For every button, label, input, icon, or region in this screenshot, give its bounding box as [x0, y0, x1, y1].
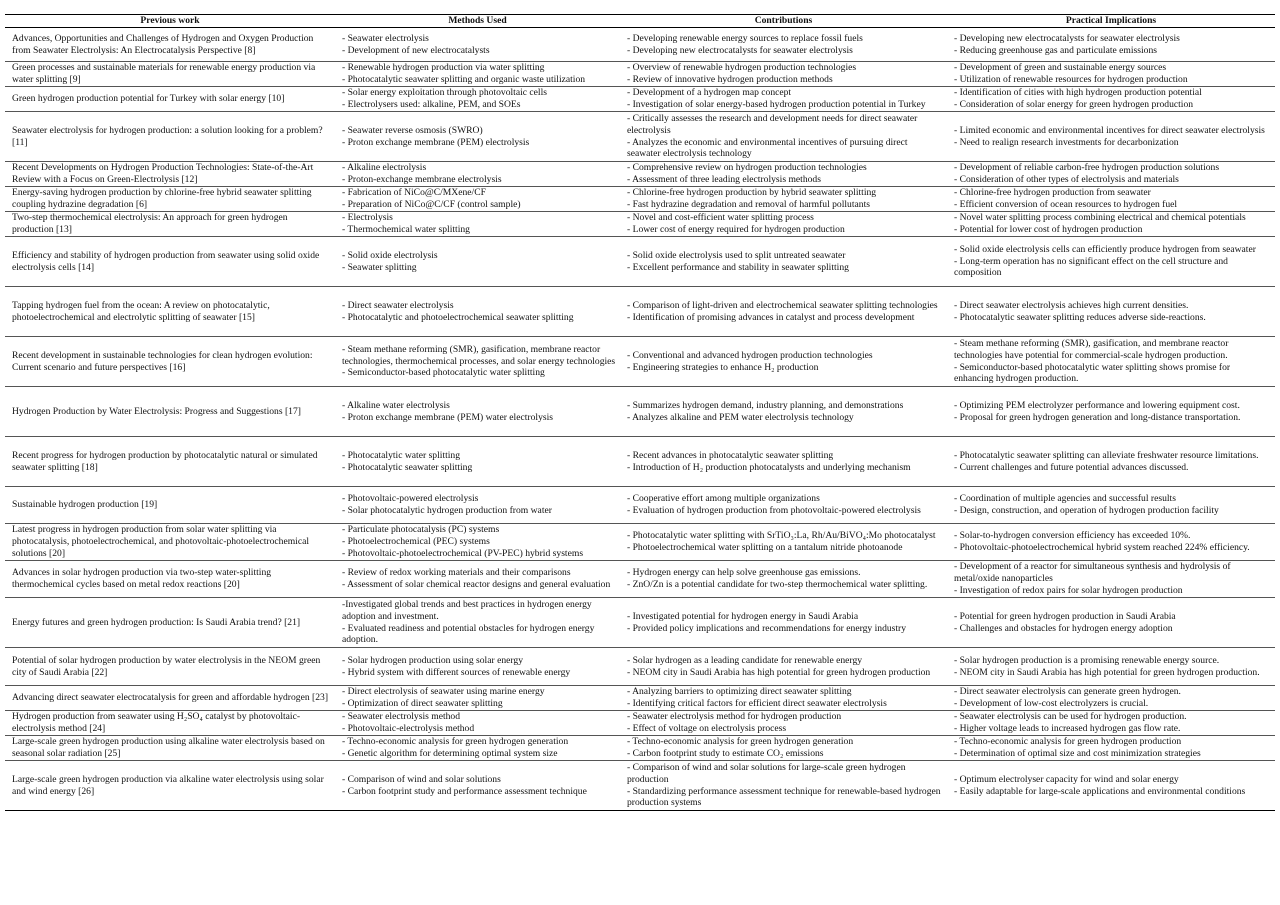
previous-work-cell: Green processes and sustainable materials for renewable energy production via water splitting [9] — [5, 62, 335, 87]
contribution-line: - Analyzes the economic and environmental incentives of pursuing direct seawater electrolysis technology — [627, 136, 908, 160]
contribution-line: - Investigation of solar energy-based hydrogen production potential in Turkey — [627, 99, 926, 110]
contributions-cell — [620, 62, 947, 87]
contribution-line: - Lower cost of energy required for hydrogen production — [627, 224, 845, 235]
contributions-cell — [620, 112, 947, 162]
implications-cell — [947, 387, 1275, 437]
methods-cell — [335, 561, 620, 598]
contribution-line: - Comparison of wind and solar solutions for large-scale green hydrogen production — [627, 761, 906, 785]
table-row — [5, 162, 1275, 187]
methods-cell — [335, 686, 620, 711]
contribution-line: - NEOM city in Saudi Arabia has high potential for green hydrogen production — [627, 666, 931, 678]
method-line: - Assessment of solar chemical reactor designs and general evaluation — [342, 579, 611, 590]
contribution-line: - Fast hydrazine degradation and removal of harmful pollutants — [627, 199, 870, 210]
methods-cell — [335, 212, 620, 237]
table-row — [5, 187, 1275, 212]
method-line: - Alkaline electrolysis — [342, 162, 427, 174]
header-previous-work: Previous work — [5, 15, 335, 28]
contributions-cell — [620, 686, 947, 711]
implications-cell — [947, 212, 1275, 237]
contribution-line: - Solar hydrogen as a leading candidate for renewable energy — [627, 654, 863, 666]
implication-line: - Potential for green hydrogen production in Saudi Arabia — [954, 610, 1176, 622]
methods-cell — [335, 62, 620, 87]
implications-cell — [947, 761, 1275, 811]
method-line: -Investigated global trends and best practices in hydrogen energy adoption and investment. — [342, 598, 592, 622]
contributions-cell — [620, 524, 947, 561]
methods-cell — [335, 487, 620, 524]
implications-cell — [947, 598, 1275, 648]
contribution-line: - Recent advances in photocatalytic seawater splitting — [627, 449, 834, 461]
implication-line: - Design, construction, and operation of hydrogen production facility — [954, 505, 1219, 516]
previous-work-cell: Seawater electrolysis for hydrogen production: a solution looking for a problem? [11] — [5, 112, 335, 162]
header-practical-implications: Practical Implications — [947, 15, 1275, 28]
table-row — [5, 711, 1275, 736]
table-row — [5, 487, 1275, 524]
contribution-line: - Provided policy implications and recommendations for energy industry — [627, 622, 907, 634]
methods-cell — [335, 237, 620, 287]
contribution-line: - Effect of voltage on electrolysis process — [627, 723, 787, 734]
methods-cell — [335, 337, 620, 387]
method-line: - Development of new electrocatalysts — [342, 44, 490, 56]
method-line: - Solar energy exploitation through photovoltaic cells — [342, 87, 547, 99]
contribution-line: - Overview of renewable hydrogen production technologies — [627, 62, 857, 74]
method-line: - Solar hydrogen production using solar energy — [342, 654, 524, 666]
table-row — [5, 761, 1275, 811]
contribution-line: - ZnO/Zn is a potential candidate for two-step thermochemical water splitting. — [627, 579, 928, 590]
contribution-line: - Novel and cost-efficient water splitting process — [627, 212, 814, 224]
previous-work-cell: Large-scale green hydrogen production via alkaline water electrolysis using solar and wind energy [26] — [12, 773, 324, 797]
methods-cell — [335, 387, 620, 437]
implication-line: - Development of a reactor for simultaneous synthesis and hydrolysis of metal/oxide nanoparticles — [954, 561, 1231, 584]
contribution-line: - Introduction of H₂ production photocatalysts and underlying mechanism — [627, 461, 911, 473]
method-line: - Solar photocatalytic hydrogen production from water — [342, 505, 552, 516]
implications-cell — [947, 736, 1275, 761]
contributions-cell — [620, 487, 947, 524]
previous-work-cell: Hydrogen production from seawater using H₂SO₄ catalyst by photovoltaic-electrolysis method [24] — [5, 711, 335, 736]
implication-line: - Coordination of multiple agencies and successful results — [954, 493, 1176, 505]
contribution-line: - Development of a hydrogen map concept — [627, 87, 792, 99]
table-row — [5, 337, 1275, 387]
methods-cell — [335, 598, 620, 648]
header-methods-used: Methods Used — [335, 15, 620, 28]
implications-cell — [947, 561, 1275, 598]
implications-cell — [947, 686, 1275, 711]
contribution-line: - Identifying critical factors for efficient direct seawater electrolysis — [627, 698, 887, 709]
contribution-line: - Conventional and advanced hydrogen production technologies — [627, 349, 873, 361]
previous-work-cell: Recent Developments on Hydrogen Production Technologies: State-of-the-Art Review with a Focus on Green-Electrolysis [12] — [5, 162, 335, 187]
implication-line: - Identification of cities with high hydrogen production potential — [954, 87, 1202, 99]
method-line: - Carbon footprint study and performance assessment technique — [342, 785, 587, 797]
method-line: - Photoelectrochemical (PEC) systems — [342, 536, 490, 547]
implication-line: - Development of reliable carbon-free hydrogen production solutions — [954, 162, 1220, 174]
implication-line: - Semiconductor-based photocatalytic water splitting shows promise for enhancing hydrogen production. — [954, 361, 1231, 385]
implication-line: - Consideration of solar energy for green hydrogen production — [954, 99, 1194, 110]
implications-cell — [947, 62, 1275, 87]
previous-work-cell: Efficiency and stability of hydrogen production from seawater using solid oxide electrolysis cells [14] — [5, 237, 335, 287]
implication-line: - Seawater electrolysis can be used for hydrogen production. — [954, 711, 1187, 723]
implication-line: - Photovoltaic-photoelectrochemical hybrid system reached 224% efficiency. — [954, 542, 1250, 553]
method-line: - Direct electrolysis of seawater using marine energy — [342, 686, 545, 698]
table-row — [5, 686, 1275, 711]
contribution-line: - Engineering strategies to enhance H₂ production — [627, 361, 819, 373]
literature-review-table — [5, 14, 1275, 811]
method-line: - Electrolysers used: alkaline, PEM, and SOEs — [342, 99, 521, 110]
implication-line: - Reducing greenhouse gas and particulate emissions — [954, 44, 1158, 56]
contributions-cell — [620, 598, 947, 648]
method-line: - Photocatalytic and photoelectrochemical seawater splitting — [342, 311, 574, 323]
contribution-line: - Critically assesses the research and development needs for direct seawater electrolysis — [627, 112, 918, 136]
previous-work-cell: Sustainable hydrogen production [19] — [5, 487, 335, 524]
method-line: - Seawater splitting — [342, 261, 417, 273]
contributions-cell — [620, 761, 947, 811]
contribution-line: - Review of innovative hydrogen production methods — [627, 74, 833, 85]
contribution-line: - Standardizing performance assessment technique for renewable-based hydrogen production systems — [627, 785, 941, 809]
implications-cell — [947, 524, 1275, 561]
implication-line: - Direct seawater electrolysis achieves high current densities. — [954, 299, 1189, 311]
implication-line: - Photocatalytic seawater splitting can alleviate freshwater resource limitations. — [954, 449, 1259, 461]
implication-line: - Novel water splitting process combining electrical and chemical potentials — [954, 212, 1246, 224]
contributions-cell — [620, 387, 947, 437]
method-line: - Techno-economic analysis for green hydrogen generation — [342, 736, 569, 748]
table-row — [5, 212, 1275, 237]
methods-cell — [335, 437, 620, 487]
contribution-line: - Evaluation of hydrogen production from photovoltaic-powered electrolysis — [627, 505, 921, 516]
method-line: - Evaluated readiness and potential obstacles for hydrogen energy adoption. — [342, 622, 595, 646]
implication-line: - Long-term operation has no significant effect on the cell structure and composition — [954, 255, 1228, 279]
previous-work-cell: Advances in solar hydrogen production via two-step water-splitting thermochemical cycles based on metal redox reactions [20] — [5, 561, 335, 598]
previous-work-cell: Tapping hydrogen fuel from the ocean: A review on photocatalytic, photoelectrochemical and electrolytic splitting of seawater [15] — [5, 287, 335, 337]
table-row — [5, 524, 1275, 561]
method-line: - Particulate photocatalysis (PC) systems — [342, 524, 500, 536]
previous-work-cell: Advances, Opportunities and Challenges of Hydrogen and Oxygen Production from Seawater Electrolysis: An Electrocatalysis Perspective [8] — [5, 28, 335, 62]
implications-cell — [947, 162, 1275, 187]
method-line: - Alkaline water electrolysis — [342, 399, 450, 411]
implication-line: - Steam methane reforming (SMR), gasification, and membrane reactor technologies have potential for commercial-scale hydrogen production. — [954, 337, 1229, 361]
method-line: - Thermochemical water splitting — [342, 224, 470, 235]
method-line: - Review of redox working materials and their comparisons — [342, 567, 571, 579]
implication-line: - Development of low-cost electrolyzers is crucial. — [954, 698, 1149, 709]
contributions-cell — [620, 736, 947, 761]
method-line: - Direct seawater electrolysis — [342, 299, 454, 311]
table-row — [5, 387, 1275, 437]
previous-work-cell: Advancing direct seawater electrocatalysis for green and affordable hydrogen [23] — [5, 686, 335, 711]
contribution-line: - Chlorine-free hydrogen production by hybrid seawater splitting — [627, 187, 877, 199]
contribution-line: - Investigated potential for hydrogen energy in Saudi Arabia — [627, 610, 859, 622]
implication-line: - Proposal for green hydrogen generation and long-distance transportation. — [954, 411, 1241, 423]
methods-cell — [335, 87, 620, 112]
implications-cell — [947, 337, 1275, 387]
implications-cell — [947, 28, 1275, 62]
methods-cell — [335, 711, 620, 736]
method-line: - Photovoltaic-electrolysis method — [342, 723, 475, 734]
methods-cell — [335, 187, 620, 212]
method-line: - Semiconductor-based photocatalytic water splitting — [342, 367, 545, 379]
table-row — [5, 87, 1275, 112]
methods-cell — [335, 761, 620, 811]
previous-work-cell: Green hydrogen production potential for Turkey with solar energy [10] — [5, 87, 335, 112]
contribution-line: - Identification of promising advances in catalyst and process development — [627, 311, 915, 323]
table-row — [5, 287, 1275, 337]
implications-cell — [947, 112, 1275, 162]
table-row — [5, 28, 1275, 62]
implication-line: - Consideration of other types of electrolysis and materials — [954, 174, 1179, 185]
method-line: - Photocatalytic water splitting — [342, 449, 461, 461]
implication-line: - Solar-to-hydrogen conversion efficiency has exceeded 10%. — [954, 530, 1191, 542]
previous-work-cell: Two-step thermochemical electrolysis: An approach for green hydrogen production [13] — [5, 212, 335, 237]
contributions-cell — [620, 162, 947, 187]
implication-line: - Potential for lower cost of hydrogen production — [954, 224, 1143, 235]
table-body — [5, 28, 1275, 811]
contribution-line: - Developing new electrocatalysts for seawater electrolysis — [627, 44, 853, 56]
implications-cell — [947, 711, 1275, 736]
methods-cell — [335, 648, 620, 686]
methods-cell — [335, 287, 620, 337]
table-row — [5, 648, 1275, 686]
table-row — [5, 237, 1275, 287]
contributions-cell — [620, 28, 947, 62]
table-row — [5, 437, 1275, 487]
method-line: - Renewable hydrogen production via water splitting — [342, 62, 545, 74]
contribution-line: - Excellent performance and stability in seawater splitting — [627, 261, 849, 273]
implication-line: - Investigation of redox pairs for solar hydrogen production — [954, 584, 1183, 596]
method-line: - Proton exchange membrane (PEM) water electrolysis — [342, 411, 553, 423]
implication-line: - Solid oxide electrolysis cells can efficiently produce hydrogen from seawater — [954, 243, 1256, 255]
implication-line: - Current challenges and future potential advances discussed. — [954, 461, 1189, 473]
method-line: - Genetic algorithm for determining optimal system size — [342, 748, 558, 759]
method-line: - Photovoltaic-photoelectrochemical (PV-PEC) hybrid systems — [342, 547, 584, 559]
contributions-cell — [620, 187, 947, 212]
contributions-cell — [620, 648, 947, 686]
previous-work-cell: Hydrogen Production by Water Electrolysis: Progress and Suggestions [17] — [5, 387, 335, 437]
method-line: - Photocatalytic seawater splitting — [342, 461, 473, 473]
implication-line: - Photocatalytic seawater splitting reduces adverse side-reactions. — [954, 311, 1206, 323]
method-line: - Seawater electrolysis method — [342, 711, 461, 723]
table-row — [5, 561, 1275, 598]
implication-line: - Development of green and sustainable energy sources — [954, 62, 1167, 74]
previous-work-cell: Energy-saving hydrogen production by chlorine-free hybrid seawater splitting coupling hydrazine degradation [6] — [5, 187, 335, 212]
implication-line: - Chlorine-free hydrogen production from seawater — [954, 187, 1151, 199]
implication-line: - Utilization of renewable resources for hydrogen production — [954, 74, 1188, 85]
method-line: - Seawater reverse osmosis (SWRO) — [342, 124, 483, 136]
implication-line: - Limited economic and environmental incentives for direct seawater electrolysis — [954, 124, 1265, 136]
contribution-line: - Comparison of light-driven and electrochemical seawater splitting technologies — [627, 299, 938, 311]
contributions-cell — [620, 561, 947, 598]
contribution-line: - Photoelectrochemical water splitting on a tantalum nitride photoanode — [627, 542, 903, 553]
contributions-cell — [620, 87, 947, 112]
contribution-line: - Hydrogen energy can help solve greenhouse gas emissions. — [627, 567, 861, 579]
contributions-cell — [620, 711, 947, 736]
method-line: - Preparation of NiCo@C/CF (control sample) — [342, 199, 521, 210]
table-row — [5, 598, 1275, 648]
implication-line: - NEOM city in Saudi Arabia has high potential for green hydrogen production. — [954, 666, 1260, 678]
implications-cell — [947, 437, 1275, 487]
implication-line: - Developing new electrocatalysts for seawater electrolysis — [954, 32, 1180, 44]
methods-cell — [335, 112, 620, 162]
method-line: - Photovoltaic-powered electrolysis — [342, 493, 479, 505]
previous-work-cell: Recent development in sustainable technologies for clean hydrogen evolution: Current scenario and future perspectives [16] — [5, 337, 335, 387]
table-header-row — [5, 15, 1275, 28]
header-contributions: Contributions — [620, 15, 947, 28]
method-line: - Hybrid system with different sources of renewable energy — [342, 666, 571, 678]
method-line: - Proton-exchange membrane electrolysis — [342, 174, 502, 185]
methods-cell — [335, 736, 620, 761]
implications-cell — [947, 187, 1275, 212]
implication-line: - Solar hydrogen production is a promising renewable energy source. — [954, 654, 1220, 666]
contribution-line: - Carbon footprint study to estimate CO₂ emissions — [627, 748, 824, 759]
contribution-line: - Techno-economic analysis for green hydrogen generation — [627, 736, 854, 748]
implication-line: - Higher voltage leads to increased hydrogen gas flow rate. — [954, 723, 1181, 734]
implications-cell — [947, 648, 1275, 686]
implications-cell — [947, 237, 1275, 287]
contribution-line: - Comprehensive review on hydrogen production technologies — [627, 162, 867, 174]
contributions-cell — [620, 437, 947, 487]
implication-line: - Optimum electrolyser capacity for wind and solar energy — [954, 773, 1179, 785]
implication-line: - Determination of optimal size and cost minimization strategies — [954, 748, 1201, 759]
methods-cell — [335, 524, 620, 561]
implication-line: - Direct seawater electrolysis can generate green hydrogen. — [954, 686, 1181, 698]
method-line: - Proton exchange membrane (PEM) electrolysis — [342, 136, 530, 148]
table-row — [5, 62, 1275, 87]
contribution-line: - Developing renewable energy sources to replace fossil fuels — [627, 32, 863, 44]
implication-line: - Easily adaptable for large-scale applications and environmental conditions — [954, 785, 1246, 797]
method-line: - Comparison of wind and solar solutions — [342, 773, 501, 785]
contribution-line: - Photocatalytic water splitting with SrTiO₃:La, Rh/Au/BiVO₄:Mo photocatalyst — [627, 530, 936, 542]
contributions-cell — [620, 237, 947, 287]
previous-work-cell: Energy futures and green hydrogen production: Is Saudi Arabia trend? [21] — [5, 598, 335, 648]
method-line: - Photocatalytic seawater splitting and organic waste utilization — [342, 74, 586, 85]
implication-line: - Techno-economic analysis for green hydrogen production — [954, 736, 1182, 748]
contributions-cell — [620, 212, 947, 237]
implications-cell — [947, 287, 1275, 337]
contribution-line: - Analyzing barriers to optimizing direct seawater splitting — [627, 686, 852, 698]
methods-cell — [335, 28, 620, 62]
implications-cell — [947, 487, 1275, 524]
previous-work-cell: Large-scale green hydrogen production using alkaline water electrolysis based on seasonal solar radiation [25] — [5, 736, 335, 761]
implication-line: - Challenges and obstacles for hydrogen energy adoption — [954, 622, 1173, 634]
table-row — [5, 112, 1275, 162]
methods-cell — [335, 162, 620, 187]
method-line: - Steam methane reforming (SMR), gasification, membrane reactor technologies, thermochemical processes, and solar energy technologies — [342, 343, 616, 367]
contribution-line: - Summarizes hydrogen demand, industry planning, and demonstrations — [627, 399, 904, 411]
method-line: - Solid oxide electrolysis — [342, 249, 438, 261]
previous-work-cell: Potential of solar hydrogen production by water electrolysis in the NEOM green city of Saudi Arabia [22] — [5, 648, 335, 686]
implication-line: - Optimizing PEM electrolyzer performance and lowering equipment cost. — [954, 399, 1240, 411]
implication-line: - Efficient conversion of ocean resources to hydrogen fuel — [954, 199, 1178, 210]
implications-cell — [947, 87, 1275, 112]
contributions-cell — [620, 287, 947, 337]
method-line: - Seawater electrolysis — [342, 32, 429, 44]
contribution-line: - Cooperative effort among multiple organizations — [627, 493, 820, 505]
method-line: - Optimization of direct seawater splitting — [342, 698, 503, 709]
contribution-line: - Seawater electrolysis method for hydrogen production — [627, 711, 842, 723]
contribution-line: - Solid oxide electrolysis used to split untreated seawater — [627, 249, 846, 261]
contribution-line: - Assessment of three leading electrolysis methods — [627, 174, 821, 185]
contributions-cell — [620, 337, 947, 387]
contribution-line: - Analyzes alkaline and PEM water electrolysis technology — [627, 411, 854, 423]
table-row — [5, 736, 1275, 761]
method-line: - Fabrication of NiCo@C/MXene/CF — [342, 187, 486, 199]
method-line: - Electrolysis — [342, 212, 393, 224]
implication-line: - Need to realign research investments for decarbonization — [954, 136, 1179, 148]
previous-work-cell: Recent progress for hydrogen production by photocatalytic natural or simulated seawater splitting [18] — [5, 437, 335, 487]
previous-work-cell: Latest progress in hydrogen production from solar water splitting via photocatalysis, photoelectrochemical, and photovoltaic-photoelectrochemical solutions [20] — [5, 524, 335, 561]
